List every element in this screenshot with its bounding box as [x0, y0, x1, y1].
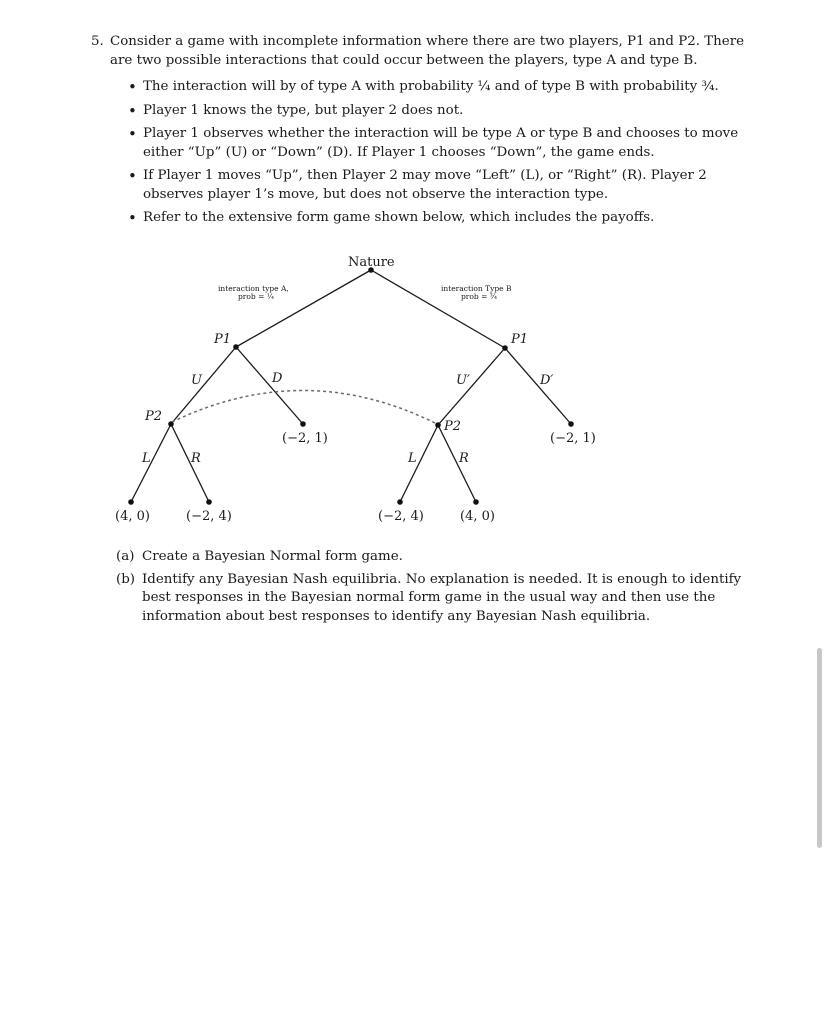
bullet-item: • The interaction will by of type A with probability ¼ and of type B with probability ¾.: [143, 78, 757, 97]
branch-a-prob: prob = ¼: [238, 292, 275, 301]
edge-u: [171, 347, 236, 424]
p2-right-label: P2: [444, 419, 462, 434]
move-l-left-label: L: [142, 451, 151, 466]
terminal-d-prime: [568, 421, 574, 427]
move-r-right-label: R: [459, 451, 469, 466]
payoff-d-prime: (−2, 1): [550, 431, 596, 446]
node-p2-a: [168, 421, 174, 427]
part-a-text: Create a Bayesian Normal form game.: [142, 549, 403, 564]
terminal-d: [300, 421, 306, 427]
payoff-ul-b: (−2, 4): [378, 509, 424, 524]
move-u-label: U: [191, 373, 202, 388]
payoff-ur-b: (4, 0): [460, 509, 495, 524]
information-set-curve: [172, 390, 437, 424]
branch-a-label: interaction type A,: [218, 284, 289, 293]
edge-l-left: [131, 424, 171, 502]
nature-label: Nature: [348, 255, 395, 270]
scrollbar-thumb[interactable]: [817, 648, 822, 848]
node-p2-b: [435, 422, 441, 428]
edge-r-left: [171, 424, 209, 502]
part-b-text: Identify any Bayesian Nash equilibria. No explanation is needed. It is enough to identify best responses in the Bayesian normal form game in the usual way and then use the information about best responses to identify any Bayesian Nash equilibria.: [142, 571, 742, 624]
p2-left-label: P2: [145, 409, 163, 424]
p1-left-label: P1: [214, 332, 232, 347]
problem-number: 5.: [91, 34, 104, 49]
edge-u-prime: [438, 348, 505, 425]
terminal-ur-b: [473, 499, 479, 505]
edge-r-right: [438, 425, 476, 502]
branch-b-prob: prob = ¾: [461, 292, 498, 301]
move-d-prime-label: D′: [540, 373, 554, 388]
problem-intro: Consider a game with incomplete information where there are two players, P1 and P2. There are two possible interactions that could occur between the players, type A and type B.: [110, 34, 745, 68]
part-b: [116, 571, 758, 627]
bullet-item: • Player 1 knows the type, but player 2 does not.: [143, 102, 757, 121]
move-r-left-label: R: [191, 451, 201, 466]
edge-d: [236, 347, 303, 424]
edge-d-prime: [505, 348, 571, 424]
terminal-ul-b: [397, 499, 403, 505]
edge-l-right: [400, 425, 438, 502]
part-a: [116, 548, 758, 567]
payoff-ur-a: (−2, 4): [186, 509, 232, 524]
part-b-tag: (b): [116, 571, 136, 587]
bullet-item: • If Player 1 moves “Up”, then Player 2 may move “Left” (L), or “Right” (R). Player 2 observes player 1’s move, but does not observe the interaction type.: [143, 167, 757, 204]
part-a-tag: (a): [116, 549, 135, 564]
bullet-item: • Player 1 observes whether the interaction will be type A or type B and chooses to move either “Up” (U) or “Down” (D). If Player 1 chooses “Down”, the game ends.: [143, 125, 757, 162]
payoff-ul-a: (4, 0): [115, 509, 150, 524]
move-l-right-label: L: [408, 451, 417, 466]
p1-right-label: P1: [511, 332, 529, 347]
move-u-prime-label: U′: [456, 373, 470, 388]
branch-b-label: interaction Type B: [441, 284, 512, 293]
move-d-label: D: [272, 371, 283, 386]
edge-nature-type-b: [371, 270, 505, 348]
node-p1-b: [502, 345, 508, 351]
terminal-ur-a: [206, 499, 212, 505]
question-parts: [116, 548, 758, 630]
edge-nature-type-a: [236, 270, 371, 347]
bullet-item: • Refer to the extensive form game shown below, which includes the payoffs.: [143, 209, 757, 228]
payoff-d: (−2, 1): [282, 431, 328, 446]
terminal-ul-a: [128, 499, 134, 505]
node-p1-a: [233, 344, 239, 350]
